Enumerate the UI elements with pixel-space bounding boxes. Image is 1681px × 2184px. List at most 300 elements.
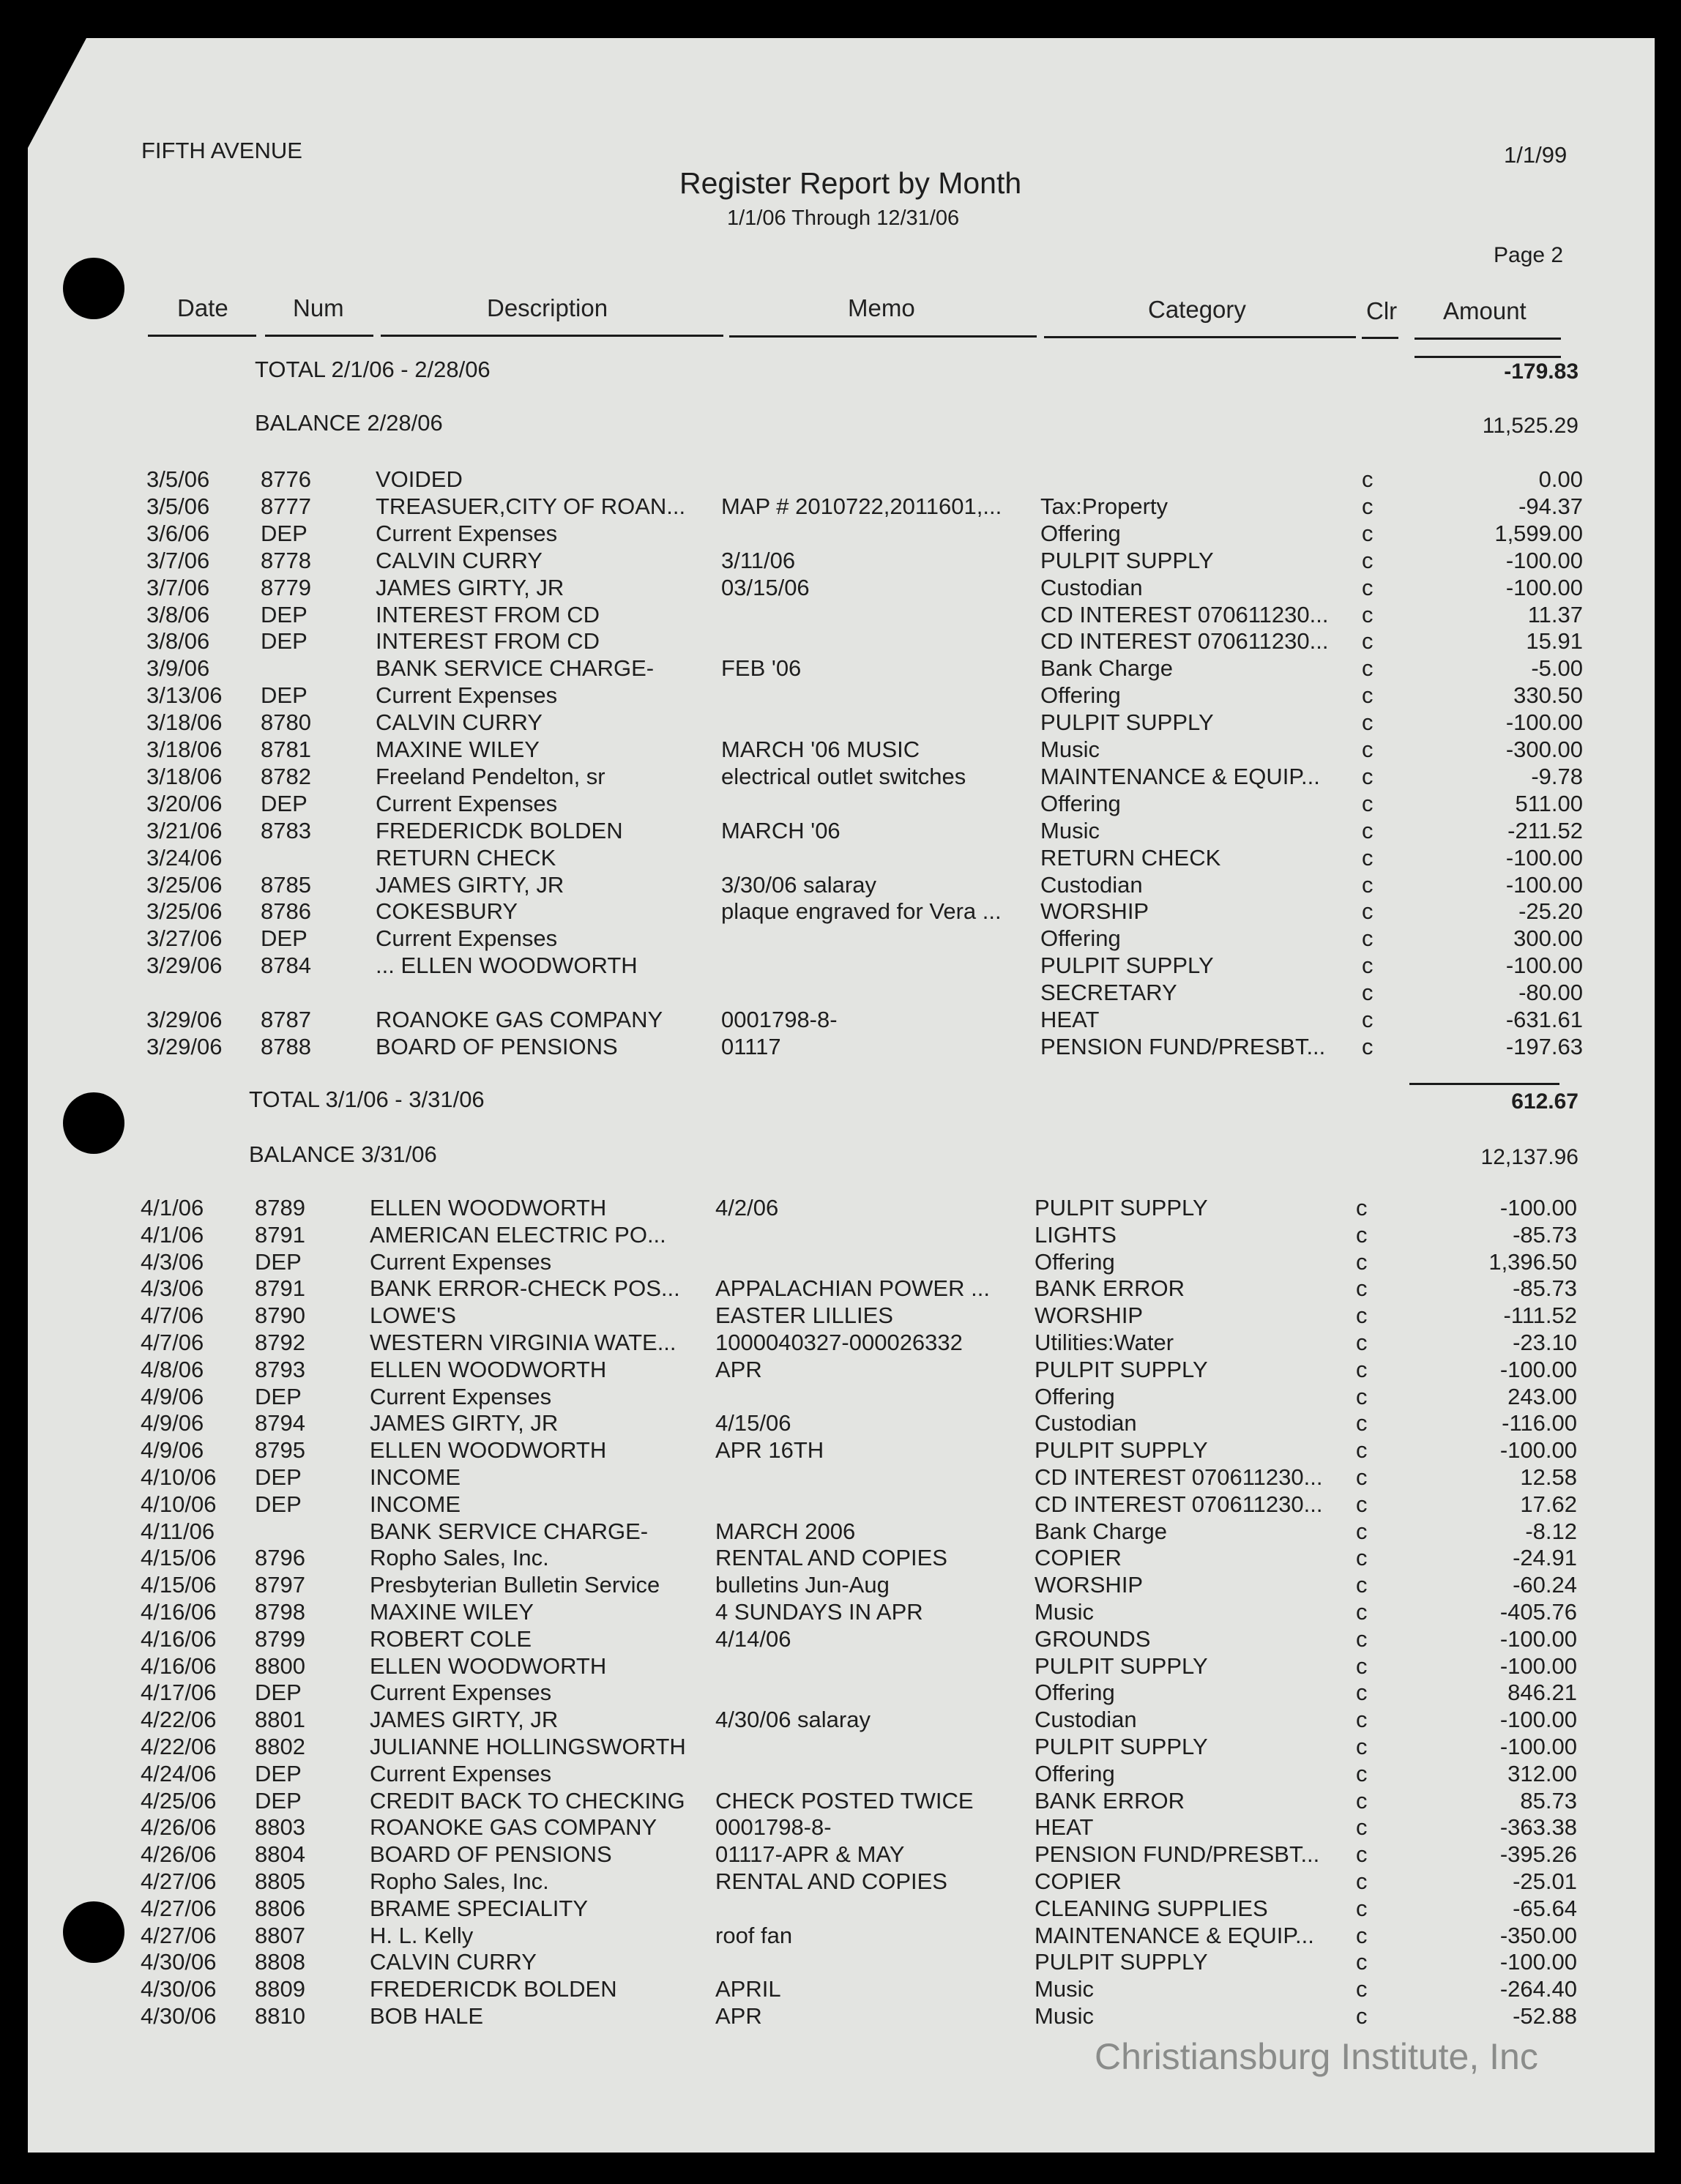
- header-rule-clr: [1362, 337, 1398, 339]
- date-cell: 4/24/06: [141, 1760, 217, 1786]
- memo-cell: 3/11/06: [721, 547, 796, 573]
- num-cell: 8777: [261, 493, 311, 519]
- amount-cell: -9.78: [1531, 763, 1583, 789]
- num-cell: 8776: [261, 466, 311, 492]
- total-rule-feb: [1414, 356, 1561, 358]
- transaction-row: [22, 1814, 1649, 1841]
- description-cell: CREDIT BACK TO CHECKING: [370, 1787, 685, 1814]
- clr-cell: c: [1356, 1275, 1368, 1302]
- col-header-amount: Amount: [1443, 297, 1527, 324]
- date-cell: 4/16/06: [141, 1625, 217, 1652]
- clr-cell: c: [1362, 790, 1374, 816]
- transaction-row: [28, 628, 1655, 655]
- date-cell: 4/25/06: [141, 1787, 217, 1814]
- col-header-date: Date: [177, 294, 228, 321]
- date-cell: 3/18/06: [146, 709, 223, 736]
- date-cell: 3/18/06: [146, 763, 223, 789]
- clr-cell: c: [1356, 1464, 1368, 1490]
- category-cell: BANK ERROR: [1035, 1787, 1185, 1814]
- category-cell: Bank Charge: [1040, 655, 1173, 682]
- description-cell: BANK ERROR-CHECK POS...: [370, 1275, 680, 1302]
- category-cell: CD INTEREST 070611230...: [1040, 601, 1329, 627]
- transaction-row: [28, 655, 1655, 682]
- transaction-row: [22, 1841, 1649, 1868]
- num-cell: 8788: [261, 1033, 311, 1059]
- date-cell: 4/27/06: [141, 1868, 217, 1894]
- amount-cell: -100.00: [1505, 844, 1583, 871]
- clr-cell: c: [1362, 547, 1374, 573]
- category-cell: MAINTENANCE & EQUIP...: [1040, 763, 1320, 789]
- description-cell: Current Expenses: [370, 1248, 552, 1275]
- transaction-row: [22, 1976, 1649, 2003]
- transaction-row: [22, 1410, 1649, 1437]
- transaction-row: [22, 1330, 1649, 1357]
- balance-amount-feb: 11,525.29: [1482, 414, 1578, 438]
- clr-cell: c: [1362, 493, 1374, 519]
- clr-cell: c: [1356, 1302, 1368, 1329]
- amount-cell: -100.00: [1499, 1356, 1577, 1382]
- date-cell: 4/3/06: [141, 1248, 204, 1275]
- clr-cell: c: [1356, 1949, 1368, 1975]
- amount-cell: -211.52: [1507, 817, 1583, 843]
- description-cell: ROANOKE GAS COMPANY: [376, 1007, 663, 1032]
- date-cell: 4/1/06: [141, 1195, 204, 1220]
- clr-cell: c: [1362, 898, 1374, 925]
- description-cell: Presbyterian Bulletin Service: [370, 1572, 660, 1598]
- description-cell: ELLEN WOODWORTH: [370, 1437, 607, 1464]
- date-cell: 4/9/06: [141, 1383, 204, 1409]
- description-cell: MAXINE WILEY: [370, 1599, 534, 1625]
- clr-cell: c: [1356, 1625, 1368, 1652]
- memo-cell: CHECK POSTED TWICE: [715, 1787, 974, 1814]
- amount-cell: 12.58: [1520, 1464, 1577, 1490]
- amount-cell: -100.00: [1505, 871, 1583, 898]
- date-cell: 4/22/06: [141, 1734, 217, 1759]
- category-cell: PENSION FUND/PRESBT...: [1040, 1033, 1326, 1059]
- amount-cell: 330.50: [1513, 682, 1583, 709]
- category-cell: Tax:Property: [1040, 493, 1168, 519]
- amount-cell: -100.00: [1499, 1949, 1577, 1975]
- num-cell: 8790: [255, 1302, 305, 1329]
- memo-cell: plaque engraved for Vera ...: [721, 898, 1002, 925]
- date-cell: 4/9/06: [141, 1410, 204, 1436]
- date-cell: 4/1/06: [141, 1221, 204, 1248]
- num-cell: 8793: [255, 1356, 305, 1382]
- clr-cell: c: [1362, 520, 1374, 546]
- description-cell: Current Expenses: [370, 1680, 552, 1706]
- amount-cell: -65.64: [1513, 1895, 1577, 1921]
- transaction-row: [22, 1572, 1649, 1599]
- watermark: Christiansburg Institute, Inc: [1095, 2036, 1538, 2077]
- clr-cell: c: [1356, 1868, 1368, 1894]
- amount-cell: -100.00: [1505, 709, 1583, 736]
- amount-cell: 1,599.00: [1494, 520, 1583, 546]
- amount-cell: 312.00: [1507, 1760, 1577, 1786]
- transaction-row: [22, 1761, 1649, 1788]
- amount-cell: -25.20: [1518, 898, 1583, 925]
- description-cell: ELLEN WOODWORTH: [370, 1195, 607, 1220]
- category-cell: Offering: [1035, 1760, 1115, 1786]
- org-name: FIFTH AVENUE: [141, 138, 302, 163]
- category-cell: Custodian: [1035, 1707, 1137, 1733]
- category-cell: Music: [1035, 1599, 1094, 1625]
- description-cell: Current Expenses: [376, 520, 558, 546]
- clr-cell: c: [1362, 466, 1374, 492]
- num-cell: 8801: [255, 1707, 305, 1733]
- date-cell: 3/8/06: [146, 601, 210, 627]
- description-cell: INCOME: [370, 1464, 461, 1490]
- clr-cell: c: [1356, 1356, 1368, 1382]
- num-cell: 8800: [255, 1652, 305, 1679]
- clr-cell: c: [1362, 763, 1374, 789]
- description-cell: FREDERICDK BOLDEN: [376, 817, 623, 843]
- clr-cell: c: [1356, 2003, 1368, 2029]
- transaction-row: [28, 521, 1655, 548]
- num-cell: 8810: [255, 2003, 305, 2029]
- transaction-row: [28, 709, 1655, 737]
- memo-cell: roof fan: [715, 1922, 793, 1948]
- date-cell: 4/26/06: [141, 1814, 217, 1841]
- date-cell: 4/15/06: [141, 1545, 217, 1571]
- date-cell: 3/5/06: [146, 466, 210, 492]
- num-cell: DEP: [261, 520, 308, 546]
- category-cell: HEAT: [1040, 1007, 1100, 1032]
- transaction-row: [22, 1923, 1649, 1950]
- num-cell: DEP: [261, 790, 308, 816]
- amount-cell: -631.61: [1505, 1007, 1583, 1032]
- punch-hole-middle: [63, 1092, 124, 1154]
- date-cell: 4/26/06: [141, 1841, 217, 1868]
- clr-cell: c: [1362, 844, 1374, 871]
- transaction-row: [22, 1788, 1649, 1815]
- clr-cell: c: [1356, 1652, 1368, 1679]
- num-cell: 8783: [261, 817, 311, 843]
- transaction-row: [22, 1868, 1649, 1896]
- transaction-row: [28, 1007, 1655, 1034]
- category-cell: Offering: [1040, 682, 1121, 709]
- date-cell: 3/9/06: [146, 655, 210, 682]
- date-range: 1/1/06 Through 12/31/06: [727, 206, 960, 230]
- transaction-row: [22, 2003, 1649, 2030]
- clr-cell: c: [1356, 1760, 1368, 1786]
- col-header-category: Category: [1148, 296, 1246, 323]
- num-cell: 8804: [255, 1841, 305, 1868]
- category-cell: HEAT: [1035, 1814, 1094, 1841]
- memo-cell: 03/15/06: [721, 574, 810, 600]
- description-cell: Freeland Pendelton, sr: [376, 763, 605, 789]
- report-page: [28, 38, 1655, 2153]
- num-cell: DEP: [255, 1491, 302, 1517]
- date-cell: 4/27/06: [141, 1922, 217, 1948]
- category-cell: Offering: [1040, 520, 1121, 546]
- amount-cell: -350.00: [1499, 1922, 1577, 1948]
- transaction-row: [22, 1357, 1649, 1384]
- header-rule-category: [1044, 336, 1356, 338]
- clr-cell: c: [1362, 953, 1374, 979]
- transaction-row: [22, 1599, 1649, 1626]
- date-cell: 4/10/06: [141, 1464, 217, 1490]
- clr-cell: c: [1362, 628, 1374, 655]
- category-cell: PULPIT SUPPLY: [1035, 1195, 1208, 1220]
- amount-cell: -80.00: [1518, 980, 1583, 1006]
- category-cell: CD INTEREST 070611230...: [1040, 628, 1329, 655]
- description-cell: JAMES GIRTY, JR: [370, 1707, 559, 1733]
- amount-cell: -24.91: [1513, 1545, 1577, 1571]
- description-cell: BOARD OF PENSIONS: [376, 1033, 618, 1059]
- transaction-row: [22, 1437, 1649, 1464]
- category-cell: WORSHIP: [1035, 1302, 1144, 1329]
- amount-cell: -100.00: [1499, 1652, 1577, 1679]
- memo-cell: 0001798-8-: [715, 1814, 832, 1841]
- category-cell: LIGHTS: [1035, 1221, 1117, 1248]
- amount-cell: 846.21: [1507, 1680, 1577, 1706]
- transaction-row: [22, 1491, 1649, 1518]
- num-cell: DEP: [261, 601, 308, 627]
- amount-cell: -405.76: [1499, 1599, 1577, 1625]
- amount-cell: -25.01: [1513, 1868, 1577, 1894]
- transaction-row: [28, 791, 1655, 818]
- num-cell: 8796: [255, 1545, 305, 1571]
- num-cell: 8786: [261, 898, 311, 925]
- clr-cell: c: [1356, 1437, 1368, 1464]
- col-header-memo: Memo: [848, 294, 915, 321]
- date-cell: 3/29/06: [146, 1033, 223, 1059]
- num-cell: 8780: [261, 709, 311, 736]
- clr-cell: c: [1362, 817, 1374, 843]
- date-cell: 3/21/06: [146, 817, 223, 843]
- clr-cell: c: [1362, 1033, 1374, 1059]
- category-cell: Music: [1035, 1976, 1094, 2002]
- clr-cell: c: [1356, 1707, 1368, 1733]
- transaction-row: [28, 980, 1655, 1007]
- amount-cell: 243.00: [1507, 1383, 1577, 1409]
- transaction-row: [22, 1195, 1649, 1222]
- category-cell: Offering: [1040, 790, 1121, 816]
- amount-cell: -85.73: [1513, 1221, 1577, 1248]
- memo-cell: 4/15/06: [715, 1410, 791, 1436]
- category-cell: Music: [1035, 2003, 1094, 2029]
- num-cell: DEP: [255, 1760, 302, 1786]
- date-cell: 4/22/06: [141, 1707, 217, 1733]
- date-cell: 3/8/06: [146, 628, 210, 655]
- transaction-row: [28, 872, 1655, 899]
- date-cell: 4/30/06: [141, 1949, 217, 1975]
- amount-cell: 0.00: [1538, 466, 1583, 492]
- memo-cell: 0001798-8-: [721, 1007, 838, 1032]
- category-cell: GROUNDS: [1035, 1625, 1151, 1652]
- date-cell: 3/25/06: [146, 898, 223, 925]
- clr-cell: c: [1356, 1491, 1368, 1517]
- description-cell: VOIDED: [376, 466, 463, 492]
- date-cell: 4/3/06: [141, 1275, 204, 1302]
- description-cell: Ropho Sales, Inc.: [370, 1545, 549, 1571]
- transaction-row: [28, 818, 1655, 845]
- num-cell: DEP: [255, 1680, 302, 1706]
- category-cell: CD INTEREST 070611230...: [1035, 1464, 1323, 1490]
- clr-cell: c: [1362, 601, 1374, 627]
- punch-hole-top: [63, 258, 124, 319]
- total-label-feb: TOTAL 2/1/06 - 2/28/06: [255, 357, 491, 382]
- category-cell: Offering: [1040, 925, 1121, 952]
- transaction-row: [28, 898, 1655, 925]
- balance-label-feb: BALANCE 2/28/06: [255, 410, 443, 436]
- total-amount-mar: 612.67: [1511, 1089, 1578, 1114]
- clr-cell: c: [1362, 980, 1374, 1006]
- clr-cell: c: [1356, 1680, 1368, 1706]
- description-cell: ... ELLEN WOODWORTH: [376, 953, 638, 979]
- amount-cell: -100.00: [1499, 1625, 1577, 1652]
- num-cell: 8806: [255, 1895, 305, 1921]
- num-cell: 8803: [255, 1814, 305, 1841]
- category-cell: PULPIT SUPPLY: [1035, 1949, 1208, 1975]
- description-cell: Current Expenses: [370, 1760, 552, 1786]
- num-cell: DEP: [255, 1248, 302, 1275]
- category-cell: Utilities:Water: [1035, 1330, 1174, 1355]
- category-cell: WORSHIP: [1035, 1572, 1144, 1598]
- clr-cell: c: [1356, 1572, 1368, 1598]
- memo-cell: MAP # 2010722,2011601,...: [721, 493, 1002, 519]
- date-cell: 3/5/06: [146, 493, 210, 519]
- total-rule-mar: [1409, 1083, 1559, 1085]
- clr-cell: c: [1356, 1518, 1368, 1544]
- category-cell: MAINTENANCE & EQUIP...: [1035, 1922, 1314, 1948]
- transaction-row: [22, 1384, 1649, 1411]
- category-cell: Custodian: [1040, 574, 1143, 600]
- description-cell: ROANOKE GAS COMPANY: [370, 1814, 657, 1841]
- category-cell: PULPIT SUPPLY: [1035, 1437, 1208, 1464]
- transaction-row: [28, 1034, 1655, 1061]
- clr-cell: c: [1356, 1814, 1368, 1841]
- category-cell: COPIER: [1035, 1868, 1122, 1894]
- clr-cell: c: [1356, 1383, 1368, 1409]
- amount-cell: -100.00: [1499, 1195, 1577, 1220]
- description-cell: BOB HALE: [370, 2003, 484, 2029]
- description-cell: BANK SERVICE CHARGE-: [376, 655, 655, 682]
- header-rule-amount: [1414, 338, 1561, 340]
- date-cell: 3/29/06: [146, 1007, 223, 1032]
- category-cell: Offering: [1035, 1248, 1115, 1275]
- category-cell: Offering: [1035, 1383, 1115, 1409]
- num-cell: 8791: [255, 1275, 305, 1302]
- date-cell: 4/30/06: [141, 1976, 217, 2002]
- transaction-row: [22, 1464, 1649, 1491]
- memo-cell: 4/14/06: [715, 1625, 791, 1652]
- category-cell: CD INTEREST 070611230...: [1035, 1491, 1323, 1517]
- category-cell: SECRETARY: [1040, 980, 1177, 1006]
- description-cell: JAMES GIRTY, JR: [376, 574, 564, 600]
- balance-amount-mar: 12,137.96: [1480, 1145, 1578, 1169]
- description-cell: JAMES GIRTY, JR: [370, 1410, 559, 1436]
- clr-cell: c: [1362, 574, 1374, 600]
- amount-cell: -100.00: [1499, 1437, 1577, 1464]
- clr-cell: c: [1362, 1007, 1374, 1032]
- num-cell: 8799: [255, 1625, 305, 1652]
- num-cell: DEP: [261, 682, 308, 709]
- num-cell: DEP: [261, 628, 308, 655]
- memo-cell: 4 SUNDAYS IN APR: [715, 1599, 923, 1625]
- date-cell: 3/13/06: [146, 682, 223, 709]
- description-cell: MAXINE WILEY: [376, 737, 540, 762]
- date-cell: 4/16/06: [141, 1599, 217, 1625]
- category-cell: PULPIT SUPPLY: [1040, 953, 1214, 979]
- memo-cell: 3/30/06 salaray: [721, 871, 876, 898]
- amount-cell: -264.40: [1499, 1976, 1577, 2002]
- description-cell: BANK SERVICE CHARGE-: [370, 1518, 649, 1544]
- category-cell: WORSHIP: [1040, 898, 1149, 925]
- date-cell: 4/27/06: [141, 1895, 217, 1921]
- transaction-row: [28, 764, 1655, 791]
- description-cell: AMERICAN ELECTRIC PO...: [370, 1221, 666, 1248]
- date-cell: 4/7/06: [141, 1330, 204, 1355]
- description-cell: FREDERICDK BOLDEN: [370, 1976, 617, 2002]
- category-cell: Custodian: [1035, 1410, 1137, 1436]
- num-cell: 8798: [255, 1599, 305, 1625]
- date-cell: 4/10/06: [141, 1491, 217, 1517]
- num-cell: 8787: [261, 1007, 311, 1032]
- clr-cell: c: [1356, 1330, 1368, 1355]
- amount-cell: 511.00: [1515, 790, 1583, 816]
- transaction-row: [22, 1896, 1649, 1923]
- memo-cell: APRIL: [715, 1976, 781, 2002]
- transaction-row: [28, 602, 1655, 629]
- description-cell: BRAME SPECIALITY: [370, 1895, 589, 1921]
- amount-cell: 11.37: [1527, 601, 1583, 627]
- amount-cell: -100.00: [1505, 547, 1583, 573]
- transaction-row: [28, 466, 1655, 493]
- description-cell: H. L. Kelly: [370, 1922, 474, 1948]
- transaction-row: [22, 1734, 1649, 1761]
- category-cell: CLEANING SUPPLIES: [1035, 1895, 1268, 1921]
- page-title: Register Report by Month: [679, 166, 1022, 200]
- date-cell: 4/17/06: [141, 1680, 217, 1706]
- transaction-row: [22, 1302, 1649, 1330]
- memo-cell: 1000040327-000026332: [715, 1330, 963, 1355]
- header-rule-memo: [729, 335, 1037, 338]
- memo-cell: FEB '06: [721, 655, 802, 682]
- category-cell: Bank Charge: [1035, 1518, 1167, 1544]
- description-cell: Current Expenses: [376, 790, 558, 816]
- amount-cell: 17.62: [1520, 1491, 1577, 1517]
- clr-cell: c: [1362, 709, 1374, 736]
- num-cell: 8792: [255, 1330, 305, 1355]
- transaction-row: [22, 1707, 1649, 1734]
- transaction-row: [22, 1518, 1649, 1546]
- amount-cell: -111.52: [1503, 1302, 1577, 1329]
- transaction-row: [28, 925, 1655, 953]
- memo-cell: electrical outlet switches: [721, 763, 966, 789]
- description-cell: Ropho Sales, Inc.: [370, 1868, 549, 1894]
- amount-cell: 1,396.50: [1488, 1248, 1577, 1275]
- memo-cell: APR: [715, 2003, 762, 2029]
- transaction-row: [28, 575, 1655, 602]
- category-cell: Offering: [1035, 1680, 1115, 1706]
- clr-cell: c: [1356, 1410, 1368, 1436]
- header-rule-description: [381, 335, 723, 337]
- description-cell: WESTERN VIRGINIA WATE...: [370, 1330, 676, 1355]
- transaction-row: [22, 1275, 1649, 1302]
- category-cell: PULPIT SUPPLY: [1035, 1652, 1208, 1679]
- description-cell: Current Expenses: [376, 682, 558, 709]
- num-cell: DEP: [261, 925, 308, 952]
- clr-cell: c: [1356, 1195, 1368, 1220]
- description-cell: BOARD OF PENSIONS: [370, 1841, 612, 1868]
- clr-cell: c: [1356, 1599, 1368, 1625]
- memo-cell: RENTAL AND COPIES: [715, 1868, 947, 1894]
- clr-cell: c: [1356, 1248, 1368, 1275]
- clr-cell: c: [1356, 1922, 1368, 1948]
- total-label-mar: TOTAL 3/1/06 - 3/31/06: [249, 1087, 485, 1112]
- memo-cell: APPALACHIAN POWER ...: [715, 1275, 990, 1302]
